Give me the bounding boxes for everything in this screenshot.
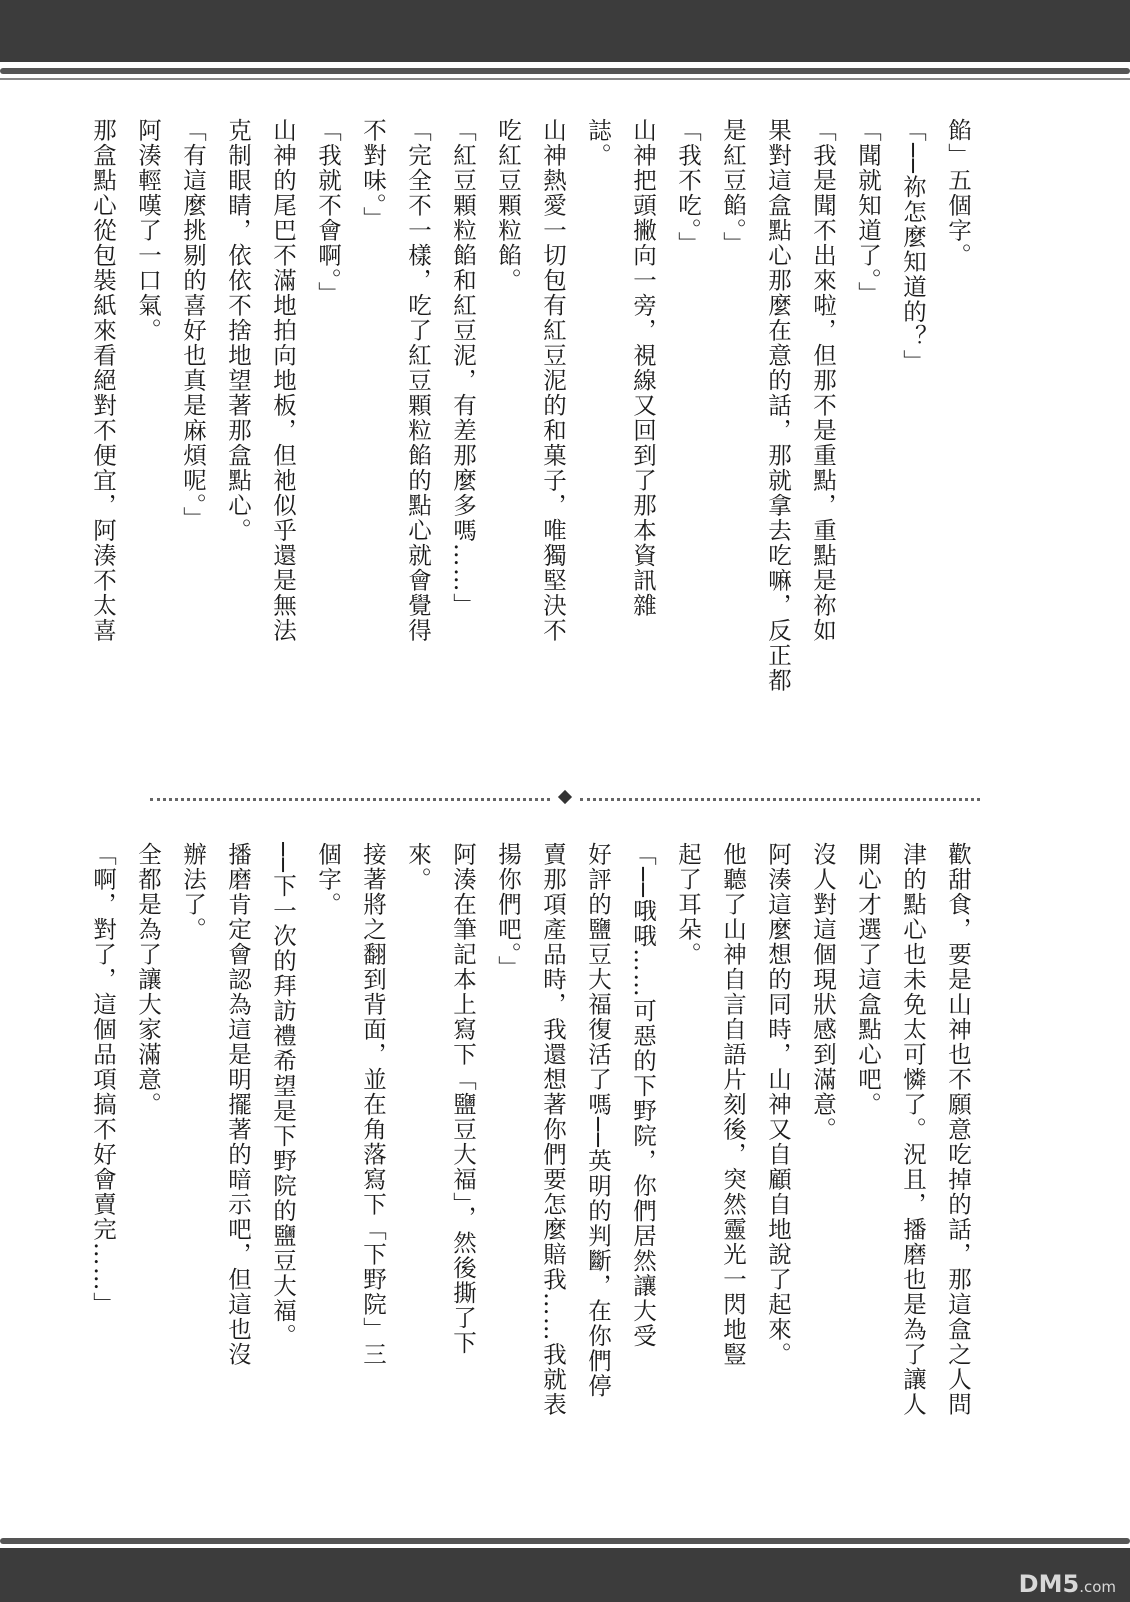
site-watermark [1019, 1570, 1116, 1598]
bottom-border-band [0, 1548, 1130, 1602]
text-column: 吃紅豆顆粒餡。 [494, 118, 522, 293]
text-column: 「聞就知道了。」 [854, 118, 882, 307]
text-column: 誌。 [584, 118, 612, 168]
text-column: 「──哦哦……可惡的下野院，你們居然讓大受 [629, 842, 657, 1349]
text-column: 那盒點心從包裝紙來看絕對不便宜，阿湊不太喜 [89, 118, 117, 643]
section-separator [150, 792, 980, 806]
text-column: 來。 [404, 842, 432, 892]
watermark-suffix: .com [1079, 1578, 1116, 1596]
text-column: 餡」五個字。 [944, 118, 972, 268]
text-column: 沒人對這個現狀感到滿意。 [809, 842, 837, 1142]
text-column: 山神熱愛一切包有紅豆泥的和菓子，唯獨堅決不 [539, 118, 567, 643]
text-column: 揚你們吧。」 [494, 842, 522, 981]
text-column: 「完全不一樣，吃了紅豆顆粒餡的點心就會覺得 [404, 118, 432, 643]
text-column: 津的點心也未免太可憐了。況且，播磨也是為了讓人 [899, 842, 927, 1417]
text-column: 「──祢怎麼知道的？」 [899, 118, 927, 375]
text-column: 「我就不會啊。」 [314, 118, 342, 307]
diamond-ornament-icon [558, 790, 572, 804]
text-column: 「我不吃。」 [674, 118, 702, 257]
text-column: 他聽了山神自言自語片刻後，突然靈光一閃地豎 [719, 842, 747, 1367]
text-column: 播磨肯定會認為這是明擺著的暗示吧，但這也沒 [224, 842, 252, 1367]
bottom-rule [0, 1538, 1130, 1544]
lower-text-block [80, 842, 980, 1494]
text-column: 好評的鹽豆大福復活了嗎──英明的判斷，在你們停 [584, 842, 612, 1399]
text-column: 阿湊在筆記本上寫下「鹽豆大福」，然後撕了下 [449, 842, 477, 1356]
text-column: 「啊，對了，這個品項搞不好會賣完……」 [89, 842, 117, 1317]
top-border-band [0, 0, 1130, 62]
text-column: 「紅豆顆粒餡和紅豆泥，有差那麼多嗎……」 [449, 118, 477, 618]
text-column: 克制眼睛，依依不捨地望著那盒點心。 [224, 118, 252, 543]
text-column: 不對味。」 [359, 118, 387, 232]
separator-dots-right [580, 798, 980, 801]
text-column: 全都是為了讓大家滿意。 [134, 842, 162, 1117]
text-column: 歡甜食，要是山神也不願意吃掉的話，那這盒之人問 [944, 842, 972, 1417]
text-column: 開心才選了這盒點心吧。 [854, 842, 882, 1117]
top-rule [0, 68, 1130, 74]
text-column: 起了耳朵。 [674, 842, 702, 967]
text-column: 「我是聞不出來啦，但那不是重點，重點是祢如 [809, 118, 837, 643]
text-column: 接著將之翻到背面，並在角落寫下「下野院」三 [359, 842, 387, 1367]
upper-text-block [80, 118, 980, 758]
separator-dots-left [150, 798, 550, 801]
text-column: 辦法了。 [179, 842, 207, 942]
text-column: 個字。 [314, 842, 342, 917]
text-column: 阿湊這麼想的同時，山神又自顧自地說了起來。 [764, 842, 792, 1367]
text-column: 是紅豆餡。」 [719, 118, 747, 257]
text-column: 賣那項產品時，我還想著你們要怎麼賠我……我就表 [539, 842, 567, 1417]
text-column: 「有這麼挑剔的喜好也真是麻煩呢。」 [179, 118, 207, 532]
text-column: 山神把頭撇向一旁，視線又回到了那本資訊雜 [629, 118, 657, 618]
text-column: 果對這盒點心那麼在意的話，那就拿去吃嘛，反正都 [764, 118, 792, 693]
text-column: ──下一次的拜訪禮希望是下野院的鹽豆大福。 [269, 842, 297, 1349]
text-column: 山神的尾巴不滿地拍向地板，但祂似乎還是無法 [269, 118, 297, 643]
text-column: 阿湊輕嘆了一口氣。 [134, 118, 162, 343]
top-rule-thin [0, 78, 1130, 80]
watermark-brand: DM5 [1018, 1570, 1080, 1598]
